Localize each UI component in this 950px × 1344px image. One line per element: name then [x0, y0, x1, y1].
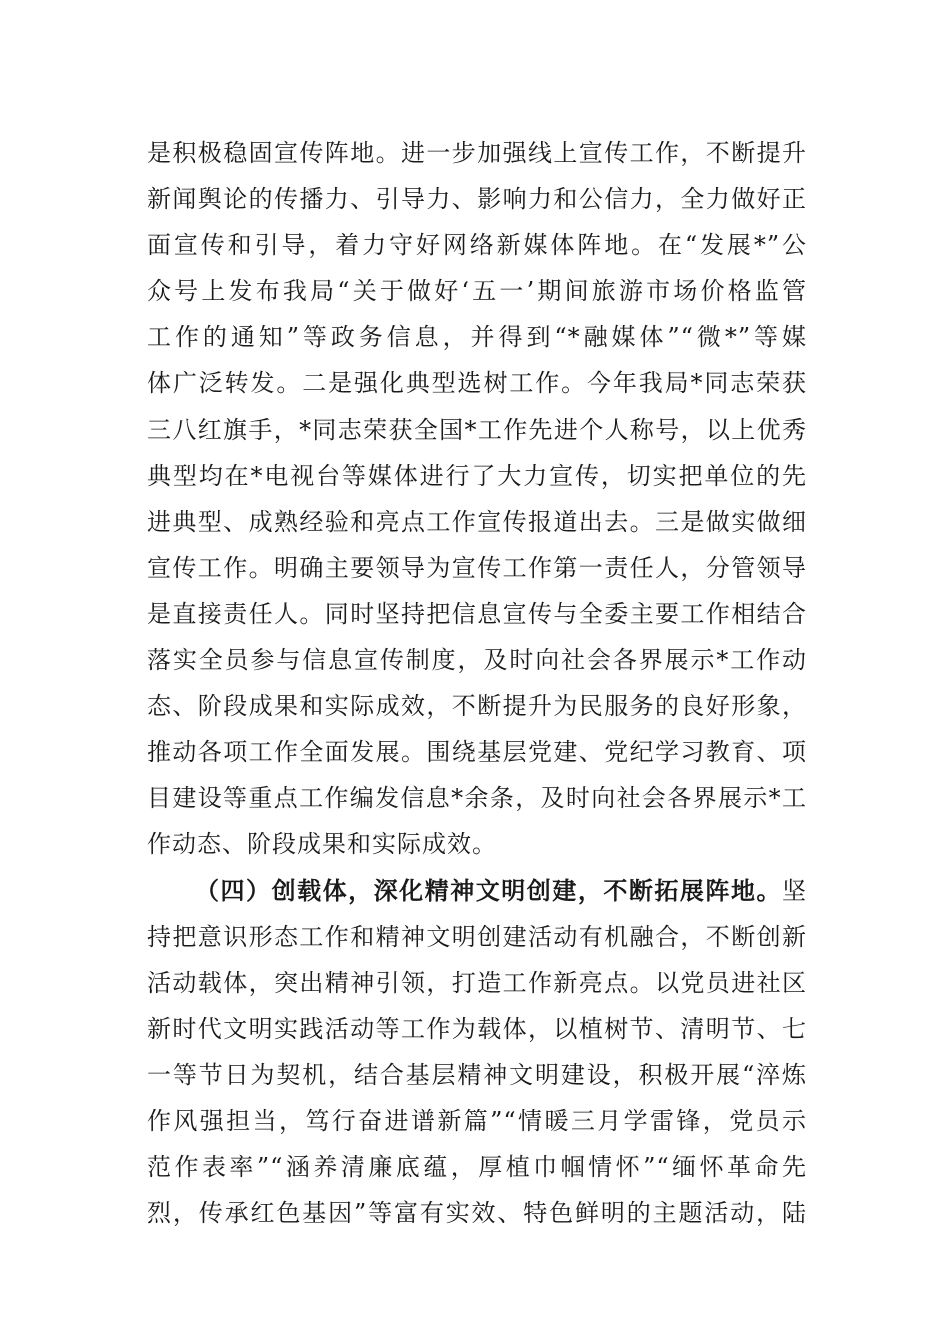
body-line: 新闻舆论的传播力、引导力、影响力和公信力，全力做好正	[147, 185, 807, 214]
section-heading: （四）创载体，深化精神文明创建，不断拓展阵地。	[195, 875, 782, 905]
body-line: 活动载体，突出精神引领，打造工作新亮点。以党员进社区	[147, 968, 807, 997]
section-heading-tail: 坚	[782, 876, 807, 905]
document-body	[147, 130, 807, 1236]
body-line: 落实全员参与信息宣传制度，及时向社会各界展示*工作动	[147, 646, 807, 675]
body-line: 新时代文明实践活动等工作为载体，以植树节、清明节、七	[147, 1014, 807, 1043]
body-line: 作动态、阶段成果和实际成效。	[147, 830, 497, 859]
body-line: 持把意识形态工作和精神文明创建活动有机融合，不断创新	[147, 922, 807, 951]
body-line: 推动各项工作全面发展。围绕基层党建、党纪学习教育、项	[147, 738, 807, 767]
body-line: 进典型、成熟经验和亮点工作宣传报道出去。三是做实做细	[147, 507, 807, 536]
body-line: 工作的通知”等政务信息，并得到“*融媒体”“微*”等媒	[147, 323, 807, 352]
body-line: 是直接责任人。同时坚持把信息宣传与全委主要工作相结合	[147, 599, 807, 628]
body-line: 宣传工作。明确主要领导为宣传工作第一责任人，分管领导	[147, 553, 807, 582]
body-line: 三八红旗手，*同志荣获全国*工作先进个人称号，以上优秀	[147, 415, 807, 444]
body-line: 目建设等重点工作编发信息*余条，及时向社会各界展示*工	[147, 784, 807, 813]
body-line: 态、阶段成果和实际成效，不断提升为民服务的良好形象，	[147, 692, 807, 721]
body-line: 面宣传和引导，着力守好网络新媒体阵地。在“发展*”公	[147, 231, 807, 260]
body-line: 作风强担当，笃行奋进谱新篇”“情暖三月学雷锋，党员示	[147, 1106, 807, 1135]
body-line: 是积极稳固宣传阵地。进一步加强线上宣传工作，不断提升	[147, 139, 807, 167]
body-line: 典型均在*电视台等媒体进行了大力宣传，切实把单位的先	[147, 461, 807, 490]
body-line: 范作表率”“涵养清廉底蕴，厚植巾帼情怀”“缅怀革命先	[147, 1153, 807, 1182]
body-line: 烈，传承红色基因”等富有实效、特色鲜明的主题活动，陆	[147, 1199, 807, 1228]
body-line: 体广泛转发。二是强化典型选树工作。今年我局*同志荣获	[147, 369, 807, 398]
section-heading-line	[147, 868, 807, 914]
body-line: 一等节日为契机，结合基层精神文明建设，积极开展“淬炼	[147, 1060, 807, 1089]
body-line: 众号上发布我局“关于做好‘五一’期间旅游市场价格监管	[147, 277, 807, 306]
